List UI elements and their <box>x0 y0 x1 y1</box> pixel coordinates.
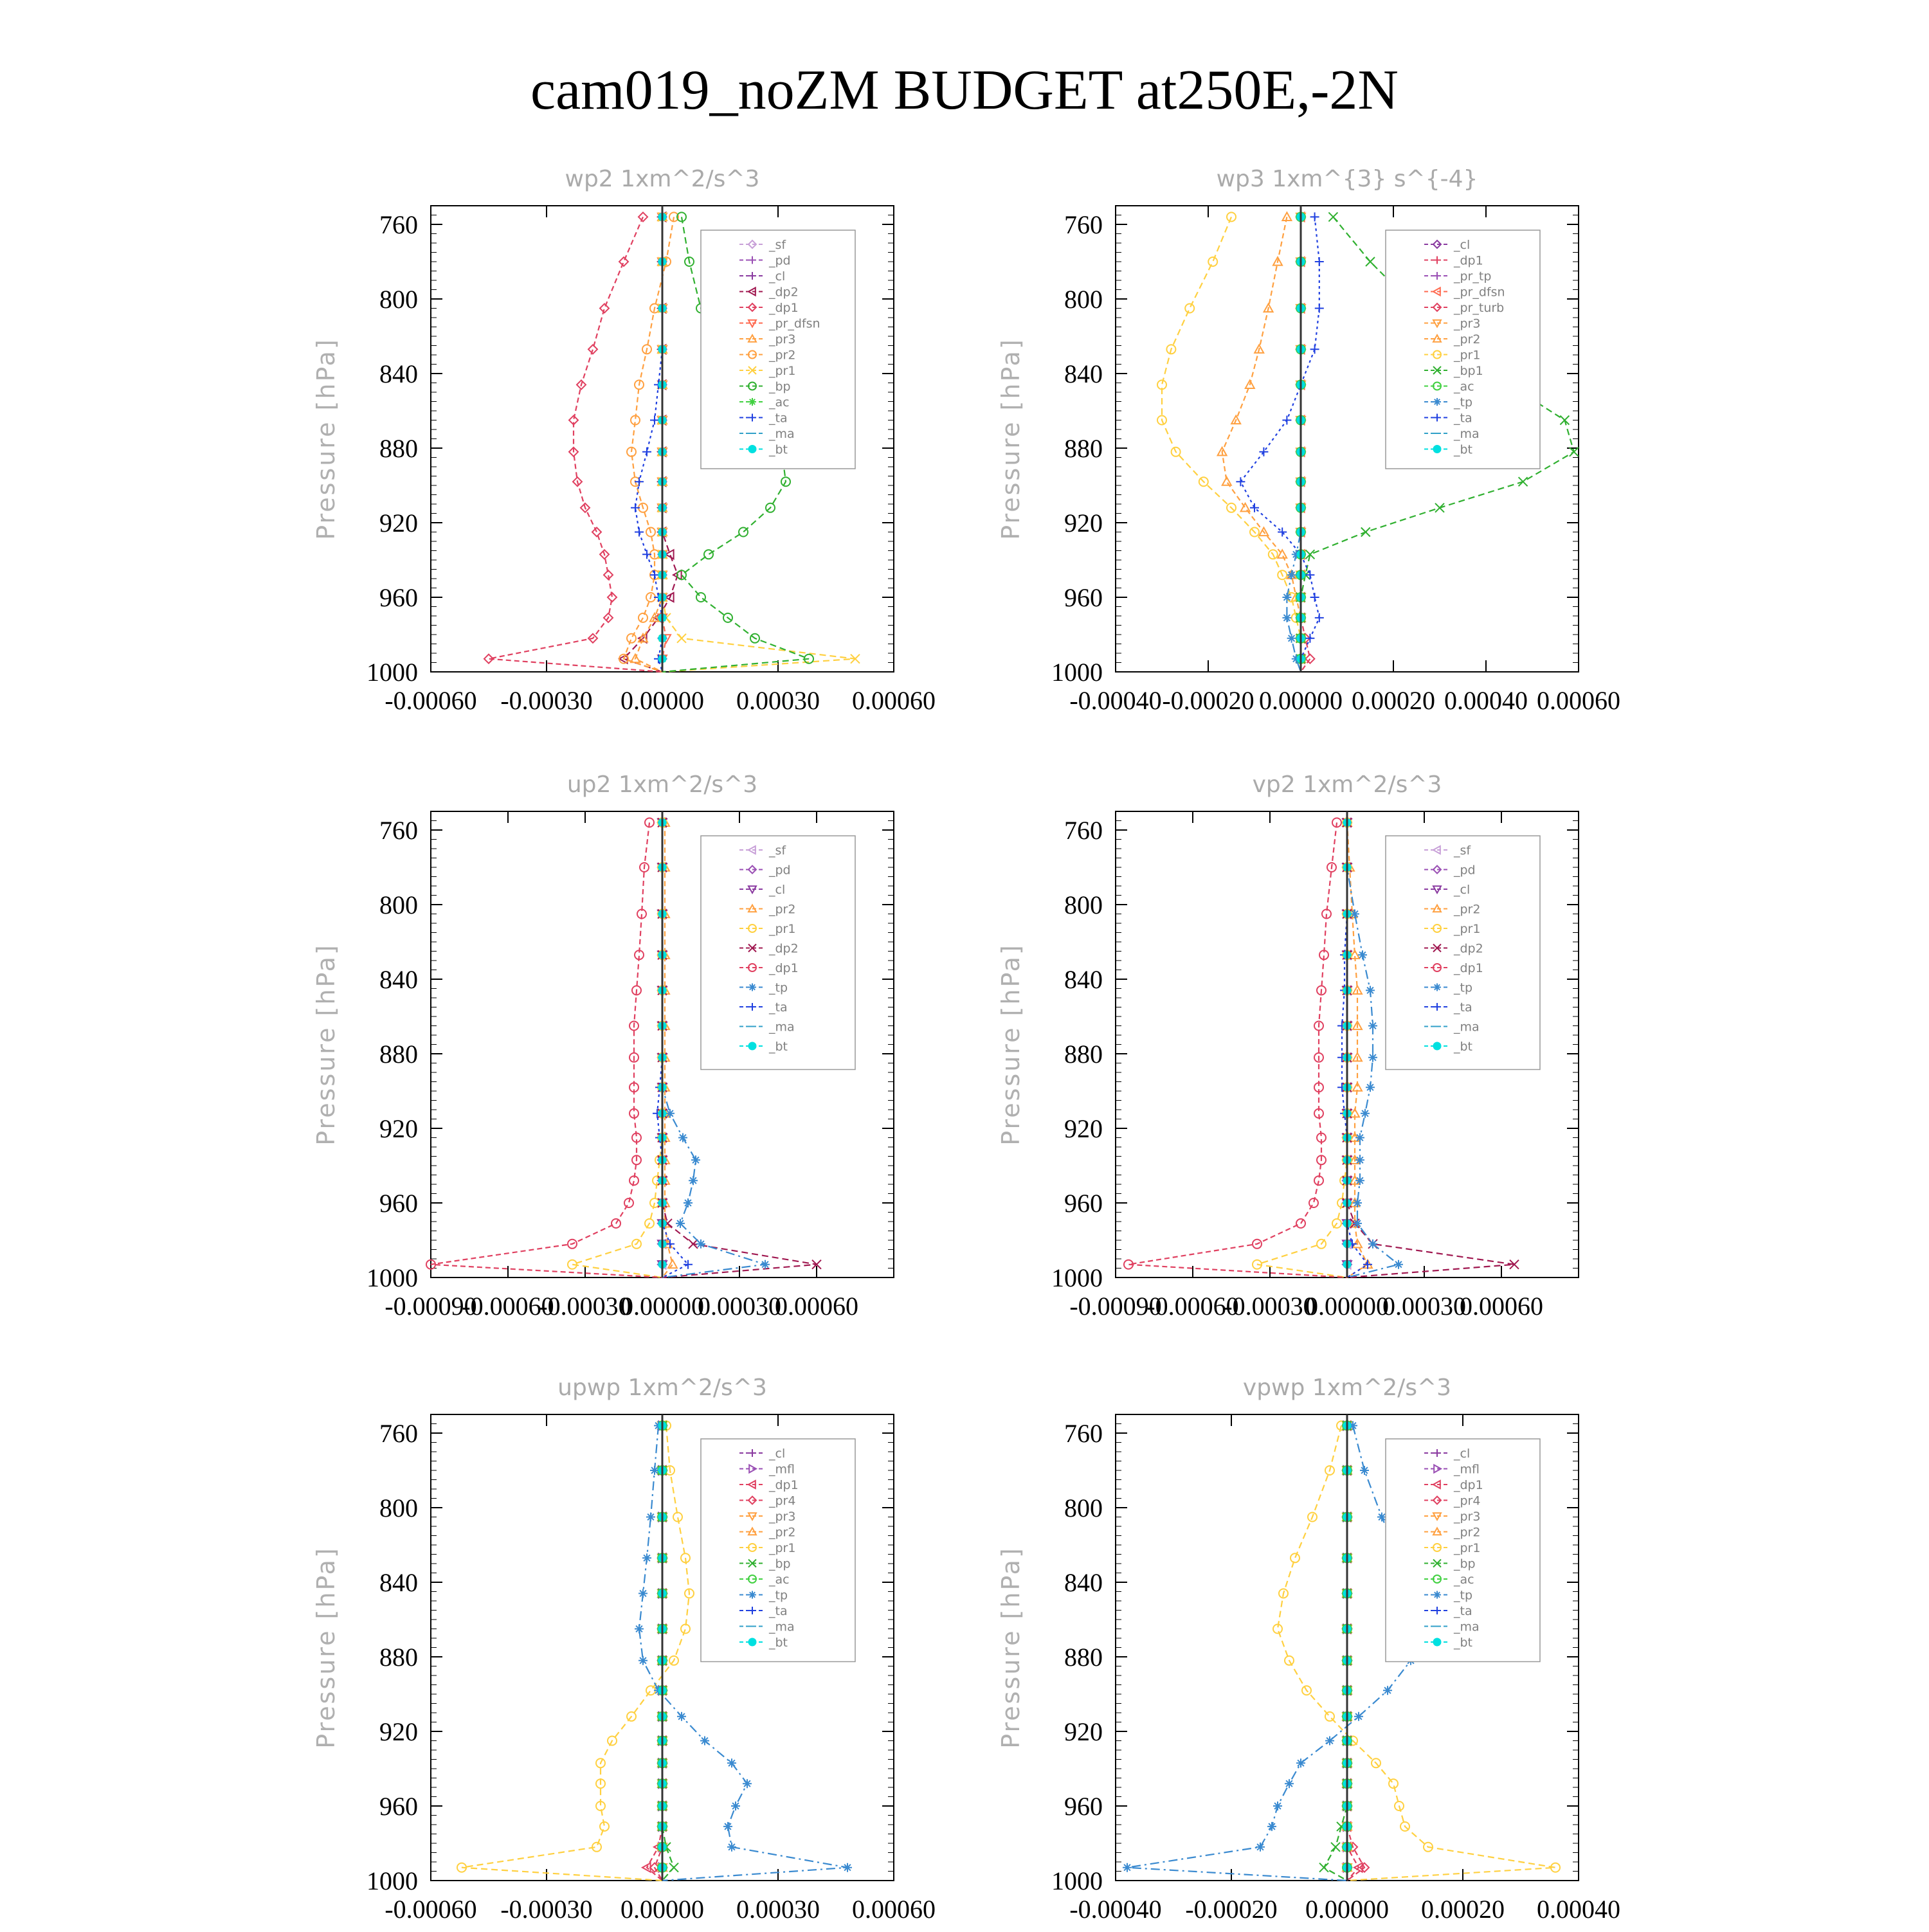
data-point <box>681 1625 690 1634</box>
data-point <box>669 1863 678 1872</box>
y-tick-label: 880 <box>1064 1040 1103 1069</box>
x-tick-label: -0.00090 <box>385 1292 477 1321</box>
data-point <box>1433 1638 1441 1646</box>
data-point <box>642 1553 651 1562</box>
legend-label: _pr2 <box>769 1525 796 1540</box>
legend-label: _pr2 <box>769 348 796 363</box>
series-line_dp1 <box>431 822 662 1277</box>
panel-3 <box>312 772 894 1321</box>
x-tick-label: 0.00000 <box>620 1292 704 1321</box>
legend-label: _bp <box>769 1557 791 1571</box>
series-line_pr_turb <box>1301 217 1310 672</box>
data-point <box>1355 1176 1364 1185</box>
panel-title: upwp 1xm^2/s^3 <box>557 1375 767 1401</box>
y-tick-label: 880 <box>1064 434 1103 463</box>
series-line_bp <box>1324 1425 1347 1881</box>
legend-label: _pr1 <box>1454 348 1481 363</box>
y-tick-label: 880 <box>1064 1643 1103 1672</box>
panel-title: up2 1xm^2/s^3 <box>566 772 758 798</box>
data-point <box>642 550 651 559</box>
data-point <box>1368 1053 1377 1062</box>
x-tick-label: -0.00090 <box>1069 1292 1162 1321</box>
y-tick-label: 840 <box>379 359 418 388</box>
legend-label: _pr1 <box>769 364 796 378</box>
legend-label: _pr_dfsn <box>769 316 820 331</box>
data-point <box>748 398 756 406</box>
data-point <box>696 1240 705 1249</box>
legend-label: _ta <box>1454 411 1472 426</box>
data-point <box>743 1779 752 1788</box>
data-point <box>1325 1712 1334 1721</box>
x-tick-label: 0.00060 <box>775 1292 858 1321</box>
data-point <box>1353 1219 1362 1228</box>
y-tick-label: 800 <box>1064 1494 1103 1522</box>
data-point <box>1353 1198 1362 1207</box>
data-point <box>635 528 644 537</box>
x-tick-label: 0.00020 <box>1352 686 1435 715</box>
x-tick-label: 0.00040 <box>1444 686 1528 715</box>
legend-label: _bt <box>769 442 788 457</box>
data-point <box>731 1801 740 1810</box>
data-point <box>700 1737 709 1746</box>
legend-label: _mfl <box>769 1462 795 1477</box>
y-tick-label: 840 <box>379 965 418 994</box>
series-line_pr1 <box>1162 217 1301 672</box>
y-tick-label: 880 <box>379 1040 418 1069</box>
legend-label: _mfl <box>1454 1462 1480 1477</box>
data-point <box>696 593 705 602</box>
y-tick-label: 760 <box>1064 1419 1103 1448</box>
data-point <box>704 550 713 559</box>
legend <box>1386 836 1540 1070</box>
y-tick-label: 840 <box>1064 1568 1103 1597</box>
legend-label: _tp <box>1454 980 1473 995</box>
x-tick-label: -0.00030 <box>500 1895 593 1924</box>
data-point <box>677 634 686 643</box>
legend-label: _ma <box>1454 427 1480 441</box>
legend-label: _bt <box>1454 442 1473 457</box>
legend-label: _pr4 <box>1454 1494 1481 1508</box>
data-point <box>1350 910 1359 919</box>
data-point <box>638 1656 648 1665</box>
y-tick-label: 800 <box>379 1494 418 1522</box>
legend-label: _dp2 <box>1454 941 1483 956</box>
panel-title: wp3 1xm^{3} s^{-4} <box>1216 166 1478 192</box>
legend-label: _bp1 <box>1454 364 1483 378</box>
data-point <box>691 1155 700 1164</box>
series-line_bp <box>662 1425 674 1881</box>
data-point <box>748 1042 756 1050</box>
legend <box>701 230 855 469</box>
data-point <box>600 304 609 313</box>
legend-label: _ma <box>1454 1620 1480 1634</box>
figure-title: cam019_noZM BUDGET at250E,-2N <box>530 59 1399 122</box>
legend-label: _dp1 <box>1454 1478 1483 1492</box>
data-point <box>1366 257 1375 266</box>
data-point <box>1282 613 1291 622</box>
panel-4 <box>997 772 1579 1321</box>
series-line_tp <box>1127 1425 1422 1881</box>
x-tick-label: 0.00000 <box>1305 1895 1389 1924</box>
legend-label: _bt <box>769 1636 788 1650</box>
legend-label: _cl <box>769 1447 786 1461</box>
data-point <box>1433 1042 1441 1050</box>
data-point <box>627 634 636 643</box>
data-point <box>723 1822 732 1831</box>
data-point <box>1361 528 1370 537</box>
data-point <box>646 1686 655 1695</box>
legend-label: _ma <box>769 1020 795 1034</box>
data-point <box>1291 1553 1300 1562</box>
legend-label: _dp1 <box>1454 961 1483 975</box>
panel-2 <box>997 166 1620 715</box>
data-point <box>1331 1843 1340 1852</box>
y-tick-label: 920 <box>379 1114 418 1143</box>
x-tick-label: 0.00030 <box>698 1292 781 1321</box>
y-tick-label: 760 <box>379 816 418 845</box>
legend-label: _ma <box>769 1620 795 1634</box>
data-point <box>1433 984 1441 991</box>
data-point <box>1267 1822 1276 1831</box>
data-point <box>668 1260 677 1268</box>
data-point <box>1315 304 1324 313</box>
panel-title: vpwp 1xm^2/s^3 <box>1242 1375 1452 1401</box>
legend-label: _cl <box>769 883 786 897</box>
x-tick-label: -0.00020 <box>1185 1895 1278 1924</box>
legend-label: _dp1 <box>769 961 799 975</box>
legend-label: _pr3 <box>1454 316 1481 331</box>
legend-label: _dp2 <box>769 285 799 300</box>
panel-6 <box>997 1375 1620 1924</box>
y-tick-label: 960 <box>1064 1792 1103 1821</box>
data-point <box>1208 257 1217 266</box>
x-tick-label: -0.00020 <box>1162 686 1254 715</box>
y-tick-label: 1000 <box>1051 1866 1103 1895</box>
legend-label: _ma <box>1454 1020 1480 1034</box>
y-tick-label: 920 <box>1064 1114 1103 1143</box>
x-tick-label: -0.00060 <box>1146 1292 1239 1321</box>
data-point <box>1305 655 1314 664</box>
legend-label: _sf <box>1454 844 1471 858</box>
data-point <box>1315 613 1324 622</box>
y-tick-label: 920 <box>379 509 418 537</box>
data-point <box>1296 1758 1305 1767</box>
y-tick-label: 1000 <box>1051 1263 1103 1292</box>
x-tick-label: -0.00060 <box>385 1895 477 1924</box>
legend-label: _dp1 <box>769 1478 799 1492</box>
data-point <box>761 1260 770 1269</box>
x-tick-label: 0.00020 <box>1421 1895 1505 1924</box>
legend <box>701 836 855 1070</box>
legend-label: _pr_turb <box>1454 301 1505 315</box>
x-tick-label: -0.00040 <box>1069 686 1162 715</box>
data-point <box>1355 1133 1364 1142</box>
panel-5 <box>312 1375 936 1924</box>
data-point <box>1328 212 1337 221</box>
y-tick-label: 800 <box>1064 285 1103 314</box>
x-tick-label: -0.00030 <box>500 686 593 715</box>
series-line_dp1 <box>1128 822 1347 1277</box>
series-line_dp2 <box>624 217 678 672</box>
legend-label: _pr3 <box>769 332 796 347</box>
data-point <box>1377 1513 1386 1522</box>
y-tick-label: 800 <box>379 285 418 314</box>
legend-label: _tp <box>1454 1588 1473 1603</box>
legend <box>1386 230 1540 469</box>
legend-label: _cl <box>1454 883 1471 897</box>
legend-label: _pd <box>769 253 791 268</box>
legend-label: _ac <box>1454 379 1474 394</box>
data-point <box>1236 477 1245 486</box>
data-point <box>1360 1466 1369 1475</box>
legend-label: _ma <box>769 427 795 441</box>
data-point <box>1222 477 1231 485</box>
x-tick-label: -0.00040 <box>1069 1895 1162 1924</box>
data-point <box>748 984 756 991</box>
y-tick-label: 760 <box>1064 816 1103 845</box>
y-tick-label: 840 <box>1064 359 1103 388</box>
legend-label: _ac <box>1454 1573 1474 1587</box>
data-point <box>1435 503 1444 512</box>
y-tick-label: 960 <box>379 1189 418 1218</box>
y-tick-label: 960 <box>379 583 418 612</box>
series-line_dp1 <box>1347 1425 1359 1881</box>
data-point <box>1256 1843 1265 1852</box>
legend-label: _pd <box>769 863 791 878</box>
x-tick-label: 0.00060 <box>1460 1292 1543 1321</box>
legend-label: _ta <box>769 1604 788 1618</box>
data-point <box>1325 1737 1334 1746</box>
x-tick-label: -0.00060 <box>462 1292 554 1321</box>
y-tick-label: 920 <box>1064 509 1103 537</box>
series-line_pr4 <box>1347 1425 1364 1881</box>
legend-label: _bt <box>1454 1040 1473 1054</box>
legend <box>1386 1439 1540 1662</box>
data-point <box>1354 1712 1363 1721</box>
x-tick-label: 0.00000 <box>620 686 704 715</box>
data-point <box>1315 257 1324 266</box>
legend-label: _ac <box>769 395 790 410</box>
legend-label: _pr2 <box>1454 1525 1481 1540</box>
x-tick-label: 0.00000 <box>1259 686 1343 715</box>
legend-label: _pr4 <box>769 1494 796 1508</box>
legend-label: _pr_tp <box>1454 269 1492 284</box>
legend-label: _ta <box>769 1000 788 1015</box>
legend-label: _pr3 <box>769 1510 796 1524</box>
series-line_pr2 <box>1347 822 1368 1277</box>
y-tick-label: 920 <box>1064 1717 1103 1746</box>
legend-label: _bp <box>769 379 791 394</box>
legend-label: _dp1 <box>769 301 799 315</box>
data-point <box>843 1863 852 1872</box>
data-point <box>689 1176 698 1185</box>
data-point <box>1366 986 1375 995</box>
data-point <box>635 1625 644 1634</box>
legend-label: _ta <box>769 411 788 426</box>
data-point <box>1282 593 1291 602</box>
legend-label: _pr2 <box>1454 332 1481 347</box>
legend-label: _pr_dfsn <box>1454 285 1505 300</box>
data-point <box>1519 477 1528 486</box>
legend-label: _bt <box>1454 1636 1473 1650</box>
legend-label: _tp <box>1454 395 1473 410</box>
data-point <box>1433 1591 1441 1599</box>
x-tick-label: -0.00030 <box>539 1292 631 1321</box>
data-point <box>588 345 597 354</box>
data-point <box>638 1589 648 1598</box>
legend-label: _pr1 <box>1454 1541 1481 1555</box>
y-tick-label: 960 <box>1064 583 1103 612</box>
legend <box>701 1439 855 1662</box>
x-tick-label: 0.00040 <box>1537 1895 1620 1924</box>
legend-label: _pr2 <box>769 902 796 917</box>
data-point <box>1319 1863 1328 1872</box>
legend-label: _tp <box>769 980 788 995</box>
data-point <box>1389 1779 1398 1788</box>
y-axis-label: Pressure [hPa] <box>997 943 1025 1146</box>
x-tick-label: 0.00000 <box>1305 1292 1389 1321</box>
legend-label: _sf <box>769 844 786 858</box>
data-point <box>1123 1863 1132 1872</box>
y-tick-label: 920 <box>379 1717 418 1746</box>
x-tick-label: -0.00030 <box>1224 1292 1316 1321</box>
y-tick-label: 760 <box>379 1419 418 1448</box>
y-tick-label: 840 <box>1064 965 1103 994</box>
data-point <box>1366 1083 1375 1092</box>
data-point <box>1287 634 1296 643</box>
y-tick-label: 1000 <box>367 1866 418 1895</box>
legend-label: _pr3 <box>1454 1510 1481 1524</box>
data-point <box>1310 212 1319 221</box>
legend-label: _pd <box>1454 863 1476 878</box>
x-tick-label: 0.00060 <box>852 686 936 715</box>
y-tick-label: 760 <box>1064 210 1103 239</box>
data-point <box>1368 1022 1377 1031</box>
data-point <box>1185 304 1194 313</box>
data-point <box>1361 1109 1370 1118</box>
y-axis-label: Pressure [hPa] <box>312 943 340 1146</box>
y-axis-label: Pressure [hPa] <box>312 1546 340 1749</box>
legend-label: _pr2 <box>1454 902 1481 917</box>
data-point <box>748 1591 756 1599</box>
data-point <box>748 1638 756 1646</box>
y-tick-label: 880 <box>379 1643 418 1672</box>
y-tick-label: 1000 <box>367 658 418 687</box>
legend-label: _pr1 <box>1454 922 1481 936</box>
legend-label: _ac <box>769 1573 790 1587</box>
legend-label: _tp <box>769 1588 788 1603</box>
legend-label: _bt <box>769 1040 788 1054</box>
legend-label: _dp2 <box>769 941 799 956</box>
panel-1 <box>312 166 936 715</box>
x-tick-label: 0.00000 <box>620 1895 704 1924</box>
y-tick-label: 800 <box>379 890 418 919</box>
data-point <box>1310 593 1319 602</box>
legend-label: _cl <box>1454 1447 1471 1461</box>
series-line_dp1 <box>489 217 662 672</box>
legend-label: _dp1 <box>1454 253 1483 268</box>
panel-title: wp2 1xm^2/s^3 <box>565 166 760 192</box>
y-tick-label: 1000 <box>1051 658 1103 687</box>
x-tick-label: 0.00060 <box>852 1895 936 1924</box>
data-point <box>727 1758 736 1767</box>
legend-label: _sf <box>769 238 786 252</box>
y-axis-label: Pressure [hPa] <box>997 1546 1025 1749</box>
data-point <box>650 1466 659 1475</box>
y-axis-label: Pressure [hPa] <box>312 338 340 540</box>
series-line_pr4 <box>655 1425 662 1881</box>
x-tick-label: 0.00030 <box>1382 1292 1466 1321</box>
data-point <box>631 503 640 512</box>
data-point <box>1383 1686 1392 1695</box>
data-point <box>642 447 651 456</box>
data-point <box>1433 446 1441 453</box>
data-point <box>748 446 756 453</box>
series-line_ta <box>1240 217 1319 672</box>
legend-label: _cl <box>1454 238 1471 252</box>
data-point <box>684 1198 693 1207</box>
x-tick-label: 0.00060 <box>1537 686 1620 715</box>
data-point <box>1282 416 1291 425</box>
data-point <box>619 257 628 266</box>
data-point <box>678 1133 687 1142</box>
series-line_dp1 <box>647 1425 662 1881</box>
data-point <box>727 1843 736 1852</box>
y-tick-label: 800 <box>1064 890 1103 919</box>
data-point <box>1273 1801 1282 1810</box>
legend-label: _pr1 <box>769 922 796 936</box>
data-point <box>1394 1260 1403 1269</box>
data-point <box>677 1712 686 1721</box>
x-tick-label: 0.00030 <box>736 1895 820 1924</box>
y-tick-label: 760 <box>379 210 418 239</box>
data-point <box>739 528 748 537</box>
data-point <box>1305 570 1314 579</box>
legend-label: _bp <box>1454 1557 1476 1571</box>
y-tick-label: 840 <box>379 1568 418 1597</box>
data-point <box>592 528 601 537</box>
legend-label: _pr1 <box>769 1541 796 1555</box>
data-point <box>1353 1083 1362 1091</box>
data-point <box>1310 345 1319 354</box>
series-line_tp <box>1287 217 1301 672</box>
series-line_pr2 <box>1222 217 1301 672</box>
x-tick-label: 0.00030 <box>736 686 820 715</box>
series-line_pr1 <box>1257 822 1347 1277</box>
data-point <box>1433 398 1441 406</box>
y-tick-label: 960 <box>1064 1189 1103 1218</box>
data-point <box>676 1219 685 1228</box>
series-line_pr1 <box>572 822 662 1277</box>
x-tick-label: -0.00060 <box>385 686 477 715</box>
y-tick-label: 880 <box>379 434 418 463</box>
legend-label: _cl <box>769 269 786 284</box>
legend-label: _ta <box>1454 1604 1472 1618</box>
legend-label: _ta <box>1454 1000 1472 1015</box>
y-tick-label: 1000 <box>367 1263 418 1292</box>
y-tick-label: 960 <box>379 1792 418 1821</box>
panel-title: vp2 1xm^2/s^3 <box>1252 772 1442 798</box>
data-point <box>1560 416 1569 425</box>
data-point <box>1285 1779 1294 1788</box>
series-line_pr1 <box>462 1425 689 1881</box>
data-point <box>646 1513 655 1522</box>
y-axis-label: Pressure [hPa] <box>997 338 1025 540</box>
